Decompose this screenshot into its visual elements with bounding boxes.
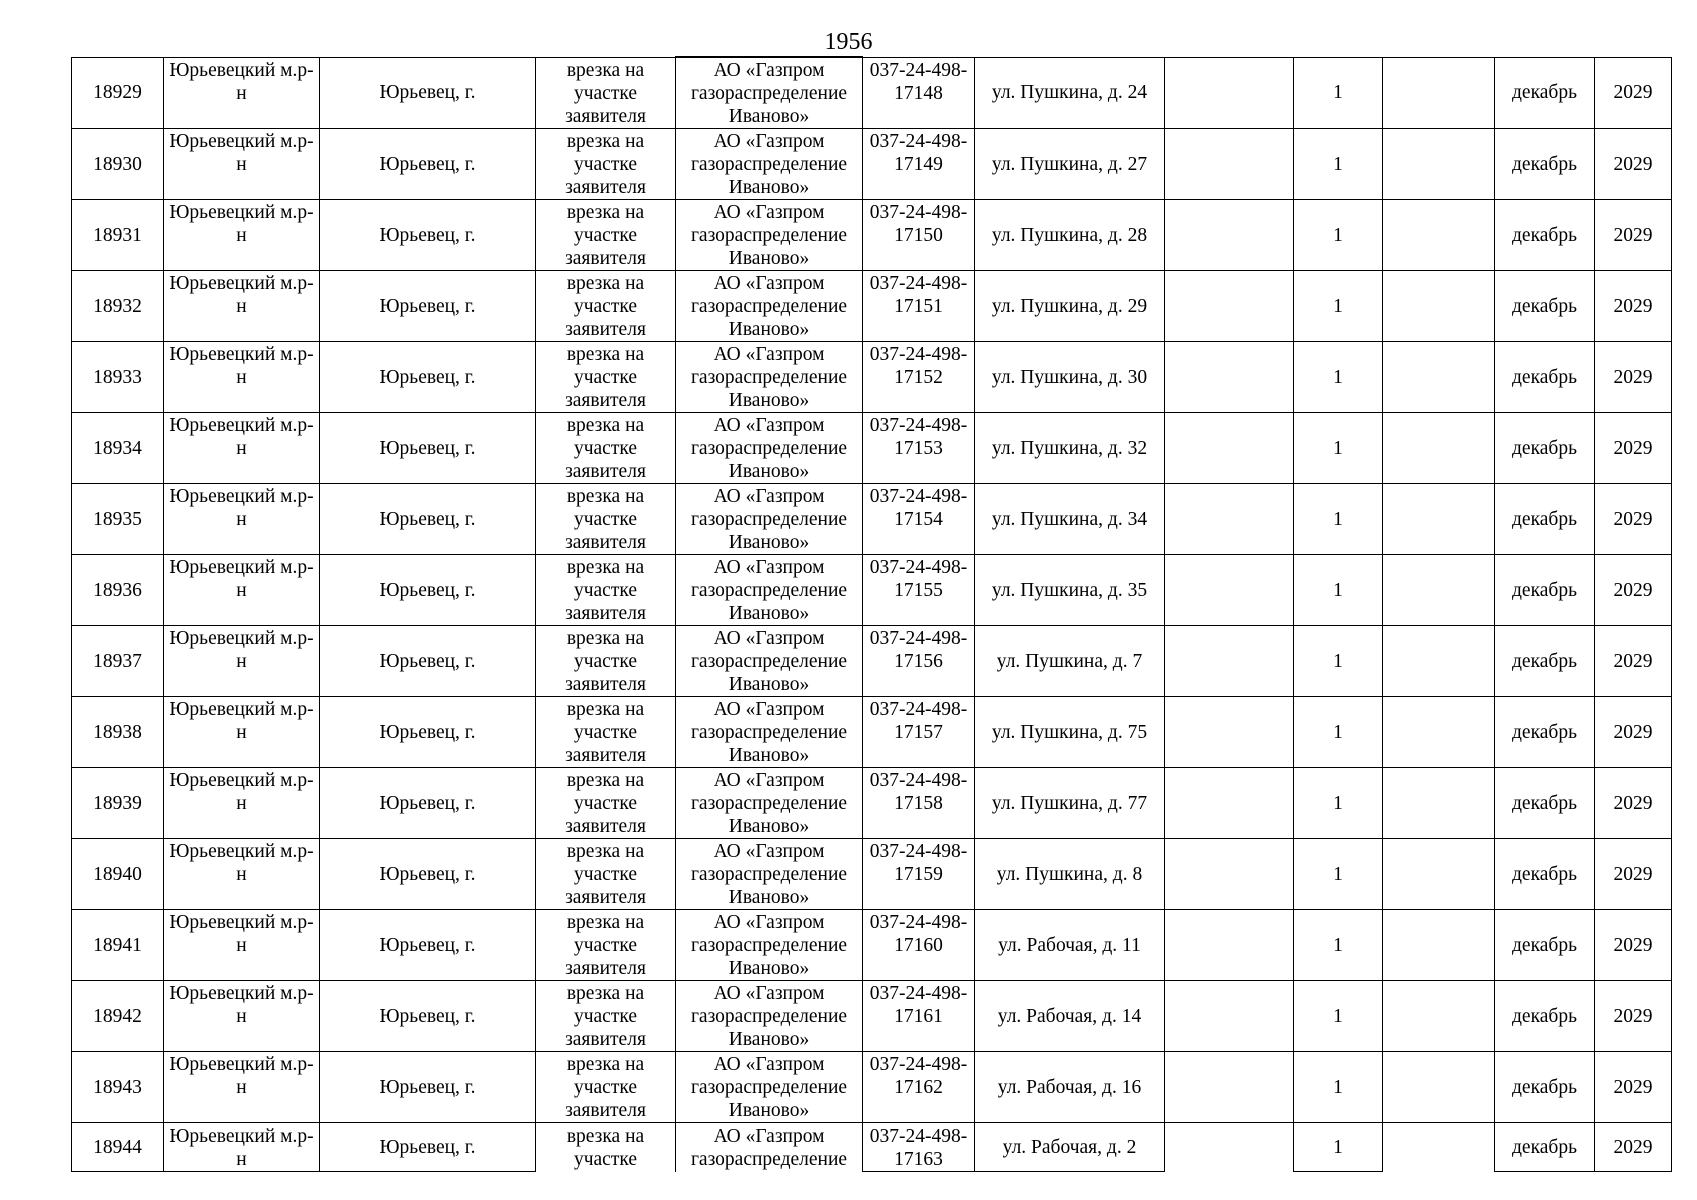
method-cell: врезка на участке заявителя <box>536 697 676 768</box>
empty-cell <box>1383 768 1495 839</box>
district-cell: Юрьевецкий м.р-н <box>164 129 320 200</box>
quantity-cell: 1 <box>1294 200 1383 271</box>
code-cell: 037-24-498-17159 <box>863 839 975 910</box>
district-cell: Юрьевецкий м.р-н <box>164 555 320 626</box>
quantity-cell: 1 <box>1294 271 1383 342</box>
empty-cell <box>1383 839 1495 910</box>
organization-cell: АО «Газпром газораспределение Иваново» <box>676 342 863 413</box>
page-number: 1956 <box>824 29 873 55</box>
year-cell: 2029 <box>1595 271 1672 342</box>
year-cell: 2029 <box>1595 200 1672 271</box>
year-cell: 2029 <box>1595 129 1672 200</box>
empty-cell <box>1165 271 1294 342</box>
row-number: 18938 <box>72 697 164 768</box>
code-cell: 037-24-498-17163 <box>863 1123 975 1172</box>
month-cell: декабрь <box>1495 981 1595 1052</box>
method-cell: врезка на участке заявителя <box>536 342 676 413</box>
year-cell: 2029 <box>1595 697 1672 768</box>
table-row <box>72 626 1672 697</box>
empty-cell <box>1165 555 1294 626</box>
empty-cell <box>1383 57 1495 129</box>
empty-cell <box>1383 342 1495 413</box>
quantity-cell: 1 <box>1294 555 1383 626</box>
locality-cell: Юрьевец, г. <box>320 200 536 271</box>
row-number: 18936 <box>72 555 164 626</box>
row-number: 18935 <box>72 484 164 555</box>
row-number: 18941 <box>72 910 164 981</box>
district-cell: Юрьевецкий м.р-н <box>164 200 320 271</box>
method-cell: врезка на участке заявителя <box>536 626 676 697</box>
month-cell: декабрь <box>1495 129 1595 200</box>
empty-cell <box>1165 413 1294 484</box>
address-cell: ул. Пушкина, д. 29 <box>975 271 1165 342</box>
locality-cell: Юрьевец, г. <box>320 697 536 768</box>
organization-cell: АО «Газпром газораспределение Иваново» <box>676 413 863 484</box>
year-cell: 2029 <box>1595 413 1672 484</box>
empty-cell <box>1383 129 1495 200</box>
year-cell: 2029 <box>1595 839 1672 910</box>
row-number: 18931 <box>72 200 164 271</box>
method-cell: врезка на участке заявителя <box>536 413 676 484</box>
locality-cell: Юрьевец, г. <box>320 57 536 129</box>
method-cell: врезка на участке заявителя <box>536 271 676 342</box>
table-row <box>72 697 1672 768</box>
month-cell: декабрь <box>1495 57 1595 129</box>
empty-cell <box>1165 342 1294 413</box>
organization-cell: АО «Газпром газораспределение Иваново» <box>676 1052 863 1123</box>
address-cell: ул. Пушкина, д. 75 <box>975 697 1165 768</box>
empty-cell <box>1165 484 1294 555</box>
method-cell: врезка на участке заявителя <box>536 1052 676 1123</box>
empty-cell <box>1383 200 1495 271</box>
locality-cell: Юрьевец, г. <box>320 626 536 697</box>
locality-cell: Юрьевец, г. <box>320 129 536 200</box>
table-row <box>72 57 1672 129</box>
organization-cell: АО «Газпром газораспределение Иваново» <box>676 129 863 200</box>
year-cell: 2029 <box>1595 484 1672 555</box>
empty-cell <box>1165 768 1294 839</box>
organization-cell: АО «Газпром газораспределение Иваново» <box>676 555 863 626</box>
year-cell: 2029 <box>1595 555 1672 626</box>
organization-cell: АО «Газпром газораспределение Иваново» <box>676 271 863 342</box>
code-cell: 037-24-498-17161 <box>863 981 975 1052</box>
empty-cell <box>1165 200 1294 271</box>
month-cell: декабрь <box>1495 413 1595 484</box>
address-cell: ул. Рабочая, д. 14 <box>975 981 1165 1052</box>
address-cell: ул. Рабочая, д. 11 <box>975 910 1165 981</box>
organization-cell: АО «Газпром газораспределение Иваново» <box>676 981 863 1052</box>
code-cell: 037-24-498-17150 <box>863 200 975 271</box>
district-cell: Юрьевецкий м.р-н <box>164 626 320 697</box>
year-cell: 2029 <box>1595 981 1672 1052</box>
month-cell: декабрь <box>1495 555 1595 626</box>
method-cell: врезка на участке заявителя <box>536 555 676 626</box>
table-body <box>72 57 1672 1172</box>
row-number: 18933 <box>72 342 164 413</box>
district-cell: Юрьевецкий м.р-н <box>164 271 320 342</box>
organization-cell: АО «Газпром газораспределение Иваново» <box>676 768 863 839</box>
table-row <box>72 413 1672 484</box>
empty-cell <box>1383 626 1495 697</box>
month-cell: декабрь <box>1495 1123 1595 1172</box>
row-number: 18929 <box>72 57 164 129</box>
quantity-cell: 1 <box>1294 981 1383 1052</box>
year-cell: 2029 <box>1595 1052 1672 1123</box>
address-cell: ул. Пушкина, д. 30 <box>975 342 1165 413</box>
year-cell: 2029 <box>1595 768 1672 839</box>
table-row <box>72 768 1672 839</box>
locality-cell: Юрьевец, г. <box>320 413 536 484</box>
year-cell: 2029 <box>1595 626 1672 697</box>
empty-cell <box>1383 271 1495 342</box>
organization-cell: АО «Газпром газораспределение Иваново» <box>676 57 863 129</box>
year-cell: 2029 <box>1595 57 1672 129</box>
locality-cell: Юрьевец, г. <box>320 484 536 555</box>
code-cell: 037-24-498-17158 <box>863 768 975 839</box>
table-row <box>72 200 1672 271</box>
code-cell: 037-24-498-17151 <box>863 271 975 342</box>
month-cell: декабрь <box>1495 271 1595 342</box>
organization-cell: АО «Газпром газораспределение Иваново» <box>676 839 863 910</box>
empty-cell <box>1383 555 1495 626</box>
method-cell: врезка на участке заявителя <box>536 768 676 839</box>
organization-cell: АО «Газпром газораспределение Иваново» <box>676 200 863 271</box>
address-cell: ул. Пушкина, д. 8 <box>975 839 1165 910</box>
row-number: 18939 <box>72 768 164 839</box>
quantity-cell: 1 <box>1294 484 1383 555</box>
organization-cell: АО «Газпром газораспределение Иваново» <box>676 910 863 981</box>
address-cell: ул. Пушкина, д. 35 <box>975 555 1165 626</box>
empty-cell <box>1383 413 1495 484</box>
address-cell: ул. Рабочая, д. 2 <box>975 1123 1165 1172</box>
code-cell: 037-24-498-17149 <box>863 129 975 200</box>
organization-cell: АО «Газпром газораспределение Иваново» <box>676 484 863 555</box>
code-cell: 037-24-498-17156 <box>863 626 975 697</box>
district-cell: Юрьевецкий м.р-н <box>164 1123 320 1172</box>
month-cell: декабрь <box>1495 910 1595 981</box>
empty-cell <box>1383 1052 1495 1123</box>
year-cell: 2029 <box>1595 342 1672 413</box>
locality-cell: Юрьевец, г. <box>320 910 536 981</box>
organization-cell: АО «Газпром газораспределение Иваново» <box>676 697 863 768</box>
method-cell: врезка на участке заявителя <box>536 200 676 271</box>
district-cell: Юрьевецкий м.р-н <box>164 484 320 555</box>
empty-cell <box>1165 626 1294 697</box>
table-row <box>72 271 1672 342</box>
table-row <box>72 555 1672 626</box>
locality-cell: Юрьевец, г. <box>320 839 536 910</box>
locality-cell: Юрьевец, г. <box>320 981 536 1052</box>
empty-cell <box>1383 484 1495 555</box>
address-cell: ул. Пушкина, д. 34 <box>975 484 1165 555</box>
empty-cell <box>1165 1052 1294 1123</box>
quantity-cell: 1 <box>1294 697 1383 768</box>
code-cell: 037-24-498-17152 <box>863 342 975 413</box>
address-cell: ул. Пушкина, д. 7 <box>975 626 1165 697</box>
row-number: 18937 <box>72 626 164 697</box>
address-cell: ул. Рабочая, д. 16 <box>975 1052 1165 1123</box>
row-number: 18943 <box>72 1052 164 1123</box>
address-cell: ул. Пушкина, д. 27 <box>975 129 1165 200</box>
district-cell: Юрьевецкий м.р-н <box>164 768 320 839</box>
method-cell: врезка на участке заявителя <box>536 57 676 129</box>
row-number: 18934 <box>72 413 164 484</box>
district-cell: Юрьевецкий м.р-н <box>164 413 320 484</box>
table-row <box>72 342 1672 413</box>
locality-cell: Юрьевец, г. <box>320 1123 536 1172</box>
method-cell: врезка на участке <box>536 1123 676 1172</box>
organization-cell: АО «Газпром газораспределение Иваново» <box>676 626 863 697</box>
table-row <box>72 1052 1672 1123</box>
address-cell: ул. Пушкина, д. 32 <box>975 413 1165 484</box>
quantity-cell: 1 <box>1294 626 1383 697</box>
code-cell: 037-24-498-17154 <box>863 484 975 555</box>
empty-cell <box>1383 1123 1495 1172</box>
month-cell: декабрь <box>1495 342 1595 413</box>
locality-cell: Юрьевец, г. <box>320 555 536 626</box>
month-cell: декабрь <box>1495 697 1595 768</box>
month-cell: декабрь <box>1495 200 1595 271</box>
quantity-cell: 1 <box>1294 129 1383 200</box>
locality-cell: Юрьевец, г. <box>320 1052 536 1123</box>
month-cell: декабрь <box>1495 839 1595 910</box>
empty-cell <box>1383 981 1495 1052</box>
empty-cell <box>1165 1123 1294 1172</box>
code-cell: 037-24-498-17153 <box>863 413 975 484</box>
empty-cell <box>1383 697 1495 768</box>
code-cell: 037-24-498-17148 <box>863 57 975 129</box>
method-cell: врезка на участке заявителя <box>536 129 676 200</box>
locality-cell: Юрьевец, г. <box>320 271 536 342</box>
code-cell: 037-24-498-17155 <box>863 555 975 626</box>
quantity-cell: 1 <box>1294 839 1383 910</box>
district-cell: Юрьевецкий м.р-н <box>164 697 320 768</box>
organization-cell: АО «Газпром газораспределение <box>676 1123 863 1172</box>
quantity-cell: 1 <box>1294 768 1383 839</box>
empty-cell <box>1165 57 1294 129</box>
empty-cell <box>1383 910 1495 981</box>
method-cell: врезка на участке заявителя <box>536 484 676 555</box>
empty-cell <box>1165 697 1294 768</box>
row-number: 18930 <box>72 129 164 200</box>
district-cell: Юрьевецкий м.р-н <box>164 57 320 129</box>
district-cell: Юрьевецкий м.р-н <box>164 1052 320 1123</box>
quantity-cell: 1 <box>1294 910 1383 981</box>
district-cell: Юрьевецкий м.р-н <box>164 910 320 981</box>
address-cell: ул. Пушкина, д. 28 <box>975 200 1165 271</box>
quantity-cell: 1 <box>1294 1123 1383 1172</box>
address-cell: ул. Пушкина, д. 24 <box>975 57 1165 129</box>
quantity-cell: 1 <box>1294 1052 1383 1123</box>
row-number: 18940 <box>72 839 164 910</box>
row-number: 18932 <box>72 271 164 342</box>
quantity-cell: 1 <box>1294 57 1383 129</box>
table-row <box>72 129 1672 200</box>
table-row <box>72 484 1672 555</box>
locality-cell: Юрьевец, г. <box>320 768 536 839</box>
table-row <box>72 1123 1672 1172</box>
empty-cell <box>1165 981 1294 1052</box>
month-cell: декабрь <box>1495 768 1595 839</box>
method-cell: врезка на участке заявителя <box>536 839 676 910</box>
empty-cell <box>1165 129 1294 200</box>
table-row <box>72 981 1672 1052</box>
locality-cell: Юрьевец, г. <box>320 342 536 413</box>
month-cell: декабрь <box>1495 484 1595 555</box>
table-row <box>72 910 1672 981</box>
quantity-cell: 1 <box>1294 342 1383 413</box>
code-cell: 037-24-498-17157 <box>863 697 975 768</box>
empty-cell <box>1165 839 1294 910</box>
method-cell: врезка на участке заявителя <box>536 910 676 981</box>
address-cell: ул. Пушкина, д. 77 <box>975 768 1165 839</box>
district-cell: Юрьевецкий м.р-н <box>164 839 320 910</box>
table-row <box>72 839 1672 910</box>
year-cell: 2029 <box>1595 910 1672 981</box>
quantity-cell: 1 <box>1294 413 1383 484</box>
code-cell: 037-24-498-17162 <box>863 1052 975 1123</box>
gas-connection-table <box>71 56 1672 1172</box>
district-cell: Юрьевецкий м.р-н <box>164 342 320 413</box>
year-cell: 2029 <box>1595 1123 1672 1172</box>
method-cell: врезка на участке заявителя <box>536 981 676 1052</box>
month-cell: декабрь <box>1495 626 1595 697</box>
row-number: 18942 <box>72 981 164 1052</box>
month-cell: декабрь <box>1495 1052 1595 1123</box>
district-cell: Юрьевецкий м.р-н <box>164 981 320 1052</box>
row-number: 18944 <box>72 1123 164 1172</box>
code-cell: 037-24-498-17160 <box>863 910 975 981</box>
empty-cell <box>1165 910 1294 981</box>
